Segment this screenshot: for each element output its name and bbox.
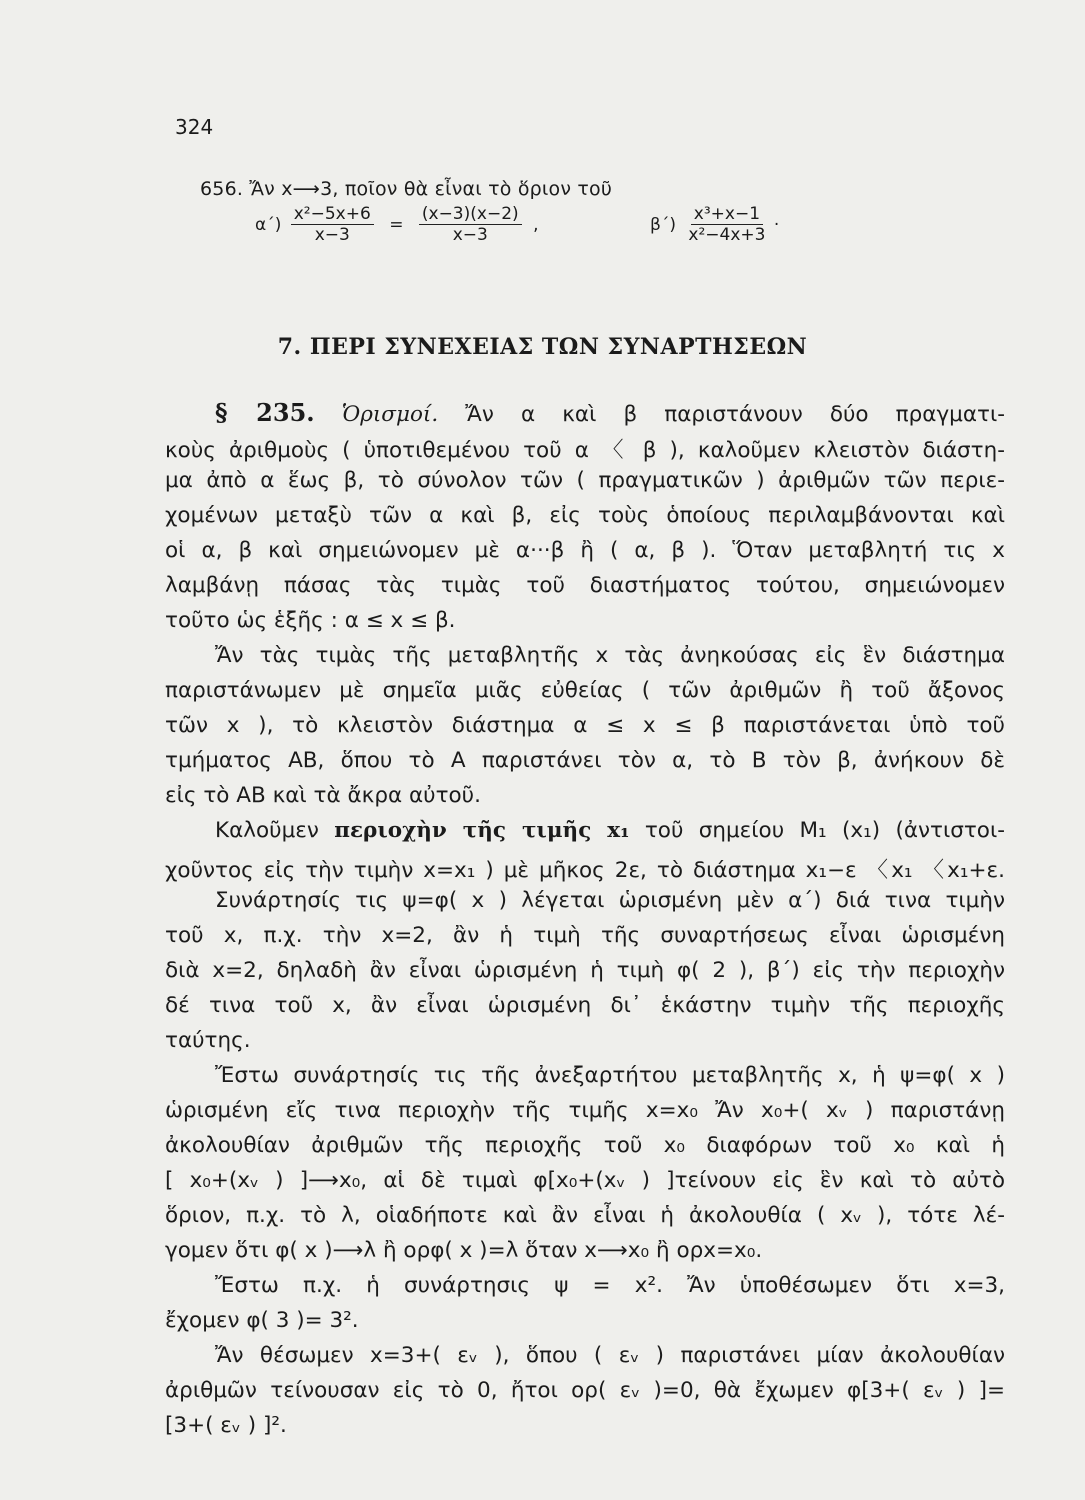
- text-line: Ἔστω συνάρτησίς τις τῆς ἀνεξαρτήτου μεταβλητῆς x, ἡ ψ=φ( x ): [215, 1063, 1005, 1088]
- text-line: [3+( εᵥ ) ]².: [165, 1413, 287, 1438]
- fraction-b-numerator: x³+x−1: [691, 204, 763, 225]
- text-line: δέ τινα τοῦ x, ἂν εἶναι ὡρισμένη δι᾽ ἑκάστην τιμὴν τῆς περιοχῆς: [165, 993, 1005, 1018]
- text-line: τῶν x ), τὸ κλειστὸν διάστημα α ≤ x ≤ β παριστάνεται ὑπὸ τοῦ: [165, 713, 1005, 738]
- fraction-a1-denominator: x−3: [314, 225, 350, 245]
- section-first-line: [215, 398, 1005, 427]
- text-line: Ἔστω π.χ. ἡ συνάρτησις ψ = x². Ἄν ὑποθέσωμεν ὅτι x=3,: [215, 1273, 1005, 1298]
- text-line: παριστάνωμεν μὲ σημεῖα μιᾶς εὐθείας ( τῶν ἀριθμῶν ἢ τοῦ ἄξονος: [165, 678, 1005, 703]
- text-line: ἀκολουθίαν ἀριθμῶν τῆς περιοχῆς τοῦ x₀ διαφόρων τοῦ x₀ καὶ ἡ: [165, 1133, 1005, 1158]
- part-a-label: α΄): [255, 214, 282, 235]
- page-number: 324: [175, 115, 214, 139]
- text-line: διὰ x=2, δηλαδὴ ἂν εἶναι ὡρισμένη ἡ τιμὴ φ( 2 ), β΄) εἰς τὴν περιοχὴν: [165, 958, 1005, 983]
- text-line: τμήματος ΑΒ, ὅπου τὸ Α παριστάνει τὸν α, τὸ Β τὸν β, ἀνήκουν δὲ: [165, 748, 1005, 773]
- text-line: γομεν ὅτι φ( x )⟶λ ἢ ορφ( x )=λ ὅταν x⟶x₀ ἢ ορx=x₀.: [165, 1238, 763, 1263]
- definition-rest: τοῦ σημείου M₁ (x₁) (ἀντιστοι-: [644, 818, 1005, 843]
- text-line: ταύτης.: [165, 1028, 251, 1053]
- text-line: οἱ α, β καὶ σημειώνομεν μὲ α···β ἢ ( α, β ). Ὅταν μεταβλητή τις x: [165, 538, 1005, 563]
- section-number: § 235.: [215, 398, 315, 427]
- fraction-b-denominator: x²−4x+3: [688, 225, 766, 245]
- section-title: Ὁρισμοί.: [341, 402, 439, 427]
- exercise-656: 656. Ἄν x⟶3, ποῖον θὰ εἶναι τὸ ὅριον τοῦ: [200, 178, 613, 200]
- exercise-part-b: [650, 204, 783, 264]
- text-line: τοῦτο ὡς ἑξῆς : α ≤ x ≤ β.: [165, 608, 456, 633]
- equals-sign: =: [389, 214, 404, 235]
- text-line: χομένων μεταξὺ τῶν α καὶ β, εἰς τοὺς ὁποίους περιλαμβάνονται καὶ: [165, 503, 1005, 528]
- text-line: τοῦ x, π.χ. τὴν x=2, ἂν ἡ τιμὴ τῆς συναρτήσεως εἶναι ὡρισμένη: [165, 923, 1005, 948]
- text-line: μα ἀπὸ α ἕως β, τὸ σύνολον τῶν ( πραγματικῶν ) ἀριθμῶν τῶν περιε-: [165, 468, 1005, 493]
- fraction-a1-numerator: x²−5x+6: [291, 204, 374, 225]
- text-line: ἔχομεν φ( 3 )= 3².: [165, 1308, 359, 1333]
- definition-lead: Καλοῦμεν: [215, 818, 319, 843]
- text-line: ὡρισμένη εἴς τινα περιοχὴν τῆς τιμῆς x=x₀ Ἄν x₀+( xᵥ ) παριστάνῃ: [165, 1098, 1005, 1123]
- definition-neighborhood: [215, 818, 1005, 843]
- definition-term: περιοχὴν τῆς τιμῆς x₁: [334, 818, 630, 843]
- text-line: ὅριον, π.χ. τὸ λ, οἱαδήποτε καὶ ἂν εἶναι ἡ ἀκολουθία ( xᵥ ), τότε λέ-: [165, 1203, 1005, 1228]
- text-line: ἀριθμῶν τείνουσαν εἰς τὸ 0, ἤτοι ορ( εᵥ )=0, θὰ ἔχωμεν φ[3+( εᵥ ) ]=: [165, 1378, 1005, 1403]
- exercise-part-a: [255, 204, 542, 264]
- text-line: Ἄν τὰς τιμὰς τῆς μεταβλητῆς x τὰς ἀνηκούσας εἰς ἓν διάστημα: [215, 643, 1005, 668]
- comma: ,: [533, 214, 539, 235]
- section-first-line-text: Ἄν α καὶ β παριστάνουν δύο πραγματι-: [465, 402, 1005, 427]
- text-line: λαμβάνῃ πάσας τὰς τιμὰς τοῦ διαστήματος τούτου, σημειώνομεν: [165, 573, 1005, 598]
- text-line: Συνάρτησίς τις ψ=φ( x ) λέγεται ὡρισμένη μὲν α΄) διά τινα τιμὴν: [215, 888, 1005, 913]
- fraction-a1: [291, 204, 374, 245]
- fraction-a2-denominator: x−3: [452, 225, 488, 245]
- fraction-b: [685, 204, 768, 245]
- chapter-heading: 7. ΠΕΡΙ ΣΥΝΕΧΕΙΑΣ ΤΩΝ ΣΥΝΑΡΤΗΣΕΩΝ: [277, 334, 808, 360]
- end-mark: ·: [773, 214, 780, 235]
- text-line: χοῦντος εἰς τὴν τιμὴν x=x₁ ) μὲ μῆκος 2ε, τὸ διάστημα x₁−ε 〈x₁ 〈x₁+ε.: [165, 858, 1005, 883]
- fraction-a2: [419, 204, 522, 245]
- text-line: εἰς τὸ ΑΒ καὶ τὰ ἄκρα αὐτοῦ.: [165, 783, 481, 808]
- part-b-label: β΄): [650, 214, 676, 235]
- text-line: [ x₀+(xᵥ ) ]⟶x₀, αἱ δὲ τιμαὶ φ[x₀+(xᵥ ) ]τείνουν εἰς ἓν καὶ τὸ αὐτὸ: [165, 1168, 1005, 1193]
- text-line: Ἄν θέσωμεν x=3+( εᵥ ), ὅπου ( εᵥ ) παριστάνει μίαν ἀκολουθίαν: [215, 1343, 1005, 1368]
- fraction-a2-numerator: (x−3)(x−2): [419, 204, 522, 225]
- text-line: κοὺς ἀριθμοὺς ( ὑποτιθεμένου τοῦ α 〈 β ), καλοῦμεν κλειστὸν διάστη-: [165, 438, 1005, 463]
